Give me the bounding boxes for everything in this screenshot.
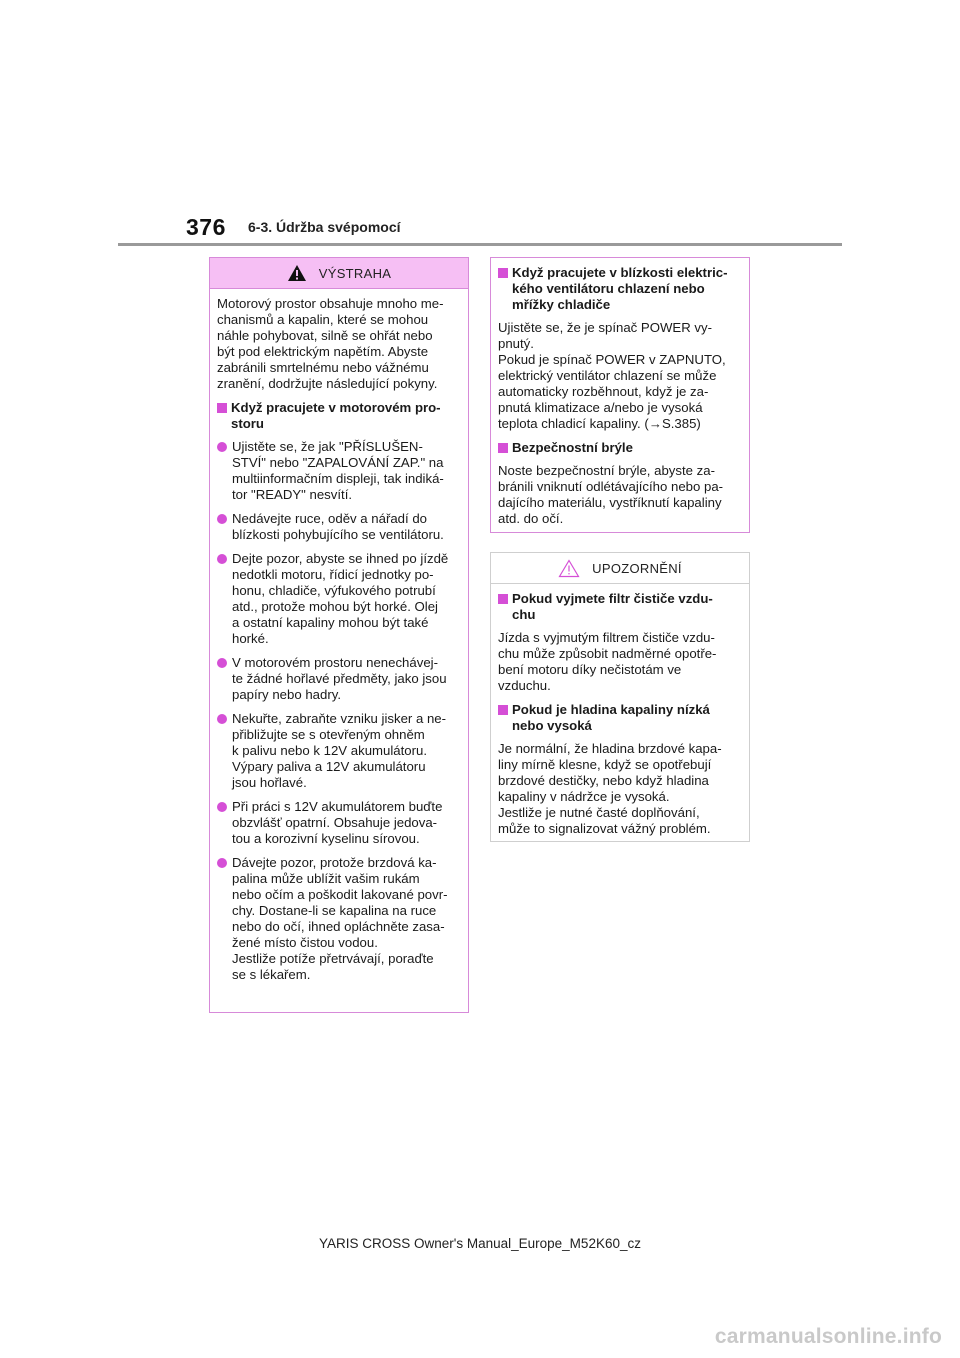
list-item (217, 799, 462, 847)
caution-box (490, 552, 750, 842)
section-text: Ujistěte se, že je spínač POWER vy- pnutý. Pokud je spínač POWER v ZAPNUTO, elektrický ventilátor chlazení se může automaticky rozběhnout, když je za- pnutá klimatizace a/nebo je vysoká teplota chladicí kapaliny. (→S.385) (498, 320, 726, 431)
warning-content (210, 289, 468, 997)
caution-title: UPOZORNĚNÍ (592, 560, 682, 576)
list-item-text: Dávejte pozor, protože brzdová ka- palina může ublížit vašim rukám nebo očím a poškodit lakované povr- chy. Dostane-li se kapalina na ruce nebo do očí, ihned opláchněte zasa- žené místo čistou vodou. Jestliže potíže přetrvávají, poraďte se s lékařem. (232, 855, 448, 982)
round-bullet-icon (217, 858, 227, 868)
page-number: 376 (186, 214, 226, 240)
list-item-text: Nekuřte, zabraňte vzniku jisker a ne- přibližujte se s otevřeným ohněm k palivu nebo k 12V akumulátoru. Výpary paliva a 12V akumulátoru jsou hořlavé. (232, 711, 447, 790)
warning-subheading-text: Když pracujete v motorovém pro- storu (231, 400, 441, 431)
list-item-text: Dejte pozor, abyste se ihned po jízdě nedotkli motoru, řídicí jednotky po- honu, chladiče, výfukového potrubí atd., protože mohou být horké. Olej a ostatní kapaliny mohou být také horké. (232, 551, 449, 646)
section-heading (498, 702, 743, 734)
round-bullet-icon (217, 554, 227, 564)
square-bullet-icon (217, 403, 227, 413)
list-item (217, 855, 462, 983)
list-item-text: Ujistěte se, že jak "PŘÍSLUŠEN- STVÍ" nebo "ZAPALOVÁNÍ ZAP." na multiinformačním displeji, tak indiká- tor "READY" nesvítí. (232, 439, 444, 502)
list-item-text: V motorovém prostoru nenechávej- te žádné hořlavé předměty, jako jsou papíry nebo hadry. (232, 655, 447, 702)
warning-title: VÝSTRAHA (318, 265, 392, 281)
round-bullet-icon (217, 658, 227, 668)
section-heading (498, 440, 743, 456)
list-item (217, 711, 462, 791)
section-heading (498, 265, 743, 313)
caution-header (491, 553, 749, 584)
square-bullet-icon (498, 443, 508, 453)
section-text: Noste bezpečnostní brýle, abyste za- bránili vniknutí odlétávajícího nebo pa- dajícího materiálu, vystříknutí kapaliny atd. do očí. (498, 463, 724, 526)
square-bullet-icon (498, 594, 508, 604)
round-bullet-icon (217, 802, 227, 812)
list-item-text: Při práci s 12V akumulátorem buďte obzvlášť opatrní. Obsahuje jedova- tou a korozivní kyselinu sírovou. (232, 799, 443, 846)
round-bullet-icon (217, 714, 227, 724)
section-heading-text: Pokud je hladina kapaliny nízká nebo vysoká (512, 702, 710, 733)
section-text: Jízda s vyjmutým filtrem čističe vzdu- chu může způsobit nadměrné opotře- bení motoru díky nečistotám ve vzduchu. (498, 630, 717, 693)
list-item (217, 551, 462, 647)
warning-subheading (217, 400, 462, 432)
warning-box (209, 257, 469, 1013)
section-heading (498, 591, 743, 623)
warning-continuation-box (490, 257, 750, 533)
warning-continuation-content (491, 258, 749, 541)
section-heading-text: Bezpečnostní brýle (512, 440, 633, 455)
list-item-text: Nedávejte ruce, oděv a nářadí do blízkosti pohybujícího se ventilátoru. (232, 511, 444, 542)
section-heading-text: Když pracujete v blízkosti elektric- kého ventilátoru chlazení nebo mřížky chladiče (512, 265, 728, 312)
header-divider (118, 243, 842, 246)
round-bullet-icon (217, 442, 227, 452)
list-item (217, 655, 462, 703)
section-title: 6-3. Údržba svépomocí (248, 219, 401, 235)
section-heading-text: Pokud vyjmete filtr čističe vzdu- chu (512, 591, 713, 622)
warning-triangle-icon (287, 264, 307, 282)
section-text: Je normální, že hladina brzdové kapa- liny mírně klesne, když se opotřebují brzdové destičky, nebo když hladina kapaliny v nádržce je vysoká. Jestliže je nutné časté doplňování, může to signalizovat vážný problém. (498, 741, 722, 836)
round-bullet-icon (217, 514, 227, 524)
square-bullet-icon (498, 705, 508, 715)
square-bullet-icon (498, 268, 508, 278)
warning-intro: Motorový prostor obsahuje mnoho me- chanismů a kapalin, které se mohou náhle pohybovat, silně se ohřát nebo být pod elektrickým napětím. Abyste zabránili smrtelnému nebo vážnému zranění, dodržujte následující pokyny. (217, 296, 444, 391)
list-item (217, 511, 462, 543)
caution-content (491, 584, 749, 851)
footer-text: YARIS CROSS Owner's Manual_Europe_M52K60_cz (319, 1236, 641, 1251)
watermark: carmanualsonline.info (714, 1325, 942, 1348)
warning-header (210, 258, 468, 289)
list-item (217, 439, 462, 503)
caution-triangle-icon (558, 559, 580, 578)
